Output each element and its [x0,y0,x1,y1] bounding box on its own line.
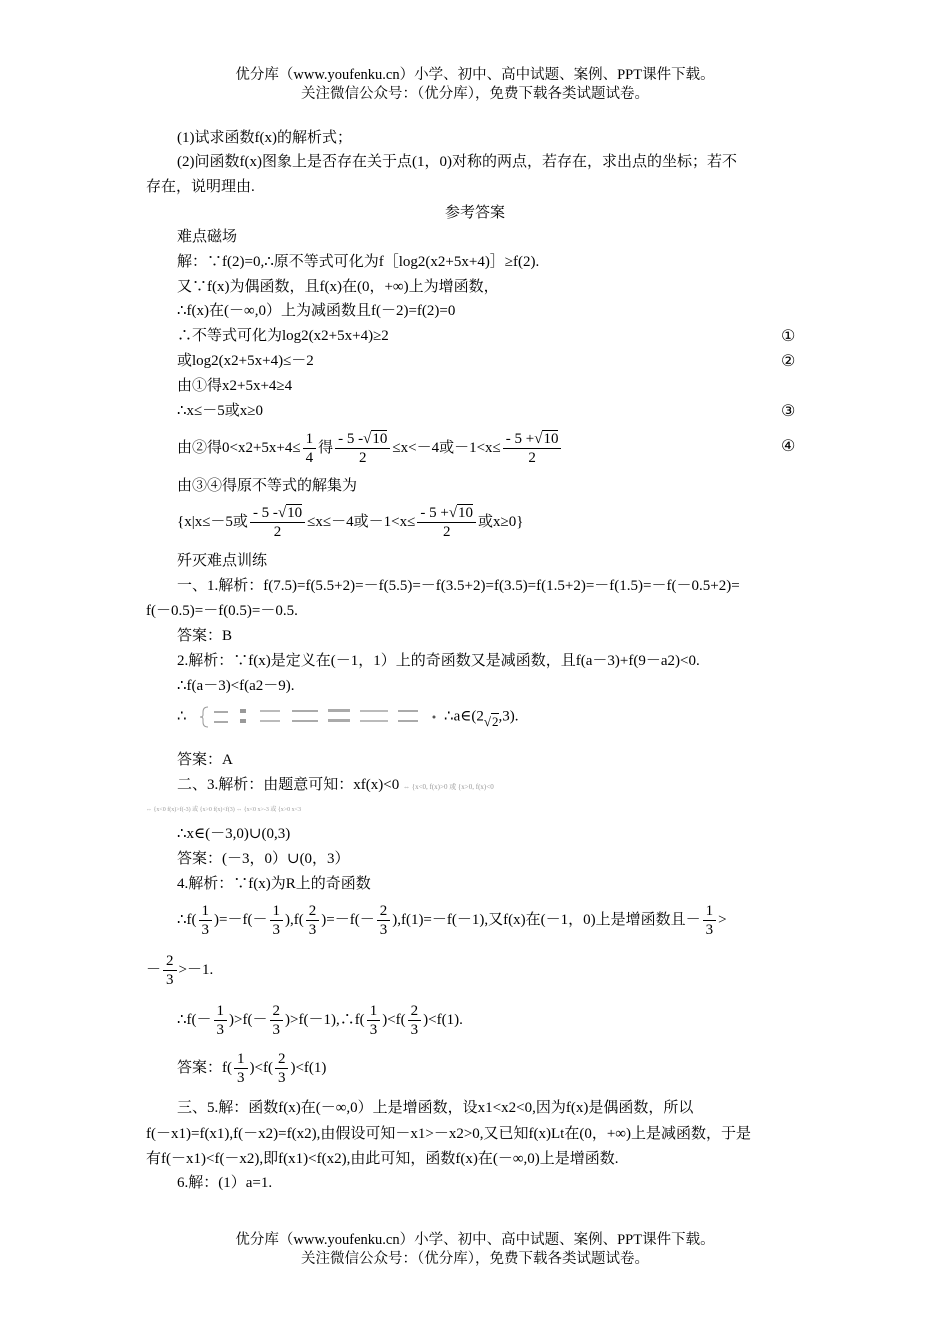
fraction-neg5-plus-root10: $\frac{- 5 +√10}{2}$ [503,430,562,467]
line-10-end: 或x≥0} [478,514,524,530]
problem-3-result: ∴x∈(－3,0)∪(0,3) [177,826,291,842]
answer-3: 答案：(－3，0）∪(0，3） [177,851,350,867]
problem-6-line: 6.解：(1）a=1. [177,1175,273,1191]
footer-line-2: 关注微信公众号：（优分库），免费下载各类试题试卷。 [301,1251,649,1267]
answer-1: 答案：B [177,628,233,644]
problem-2-result: ∴a∈(2 [444,708,484,725]
fraction-2-3: $\frac{2}{3}$ [377,902,391,939]
fraction-2-3: $\frac{2}{3}$ [306,902,320,939]
fraction-1-3: $\frac{1}{3}$ [703,902,717,939]
nandian-line-7: ∴x≤－5或x≥0 [177,403,264,419]
nandian-line-8 [177,428,563,468]
fraction-2-3: $\frac{2}{3}$ [275,1050,289,1087]
mark-1: ① [781,328,796,345]
problem-4-line-a: 4.解析：∵f(x)为R上的奇函数 [177,876,371,892]
nandian-line-9: 由③④得原不等式的解集为 [177,478,358,494]
problem-1-line-a: 一、1.解析：f(7.5)=f(5.5+2)=－f(5.5)=－f(3.5+2)=f(3.5)=f(1.5+2)=－f(1.5)=－f(－0.5+2)= [177,578,740,594]
nandian-line-4: ∴不等式可化为log2(x2+5x+4)≥2 [177,328,389,344]
section-title: 参考答案 [444,205,505,221]
question-2-cont: 存在，说明理由. [146,179,255,195]
fraction-2-3: $\frac{2}{3}$ [270,1002,284,1039]
blurred-inequality-system [200,703,440,731]
problem-3-small-system-2: ⇔ {x<0 f(x)>f(-3) 或 {x>0 f(x)<f(3) ⇔ {x<0 x>-3 或 {x>0 x<3 [146,807,302,813]
fraction-1-4: $\frac{1}{4}$ [303,430,317,467]
fraction-neg5-minus-root10: $\frac{- 5 -√10}{2}$ [335,430,390,467]
line-10-prefix: {x|x≤－5或 [177,514,248,530]
mark-3: ③ [781,403,796,420]
nandian-line-2: 又∵f(x)为偶函数，且f(x)在(0，+∞)上为增函数， [177,279,499,295]
answer-2: 答案：A [177,752,233,768]
problem-2-line-c: ∴ ∴a∈(2√2,3). [177,703,519,731]
problem-2-line-a: 2.解析：∵f(x)是定义在(－1，1）上的奇函数又是减函数，且f(a－3)+f(9－a2)<0. [177,653,700,669]
nandian-line-1: 解：∵f(2)=0,∴原不等式可化为f［log2(x2+5x+4)］≥f(2). [177,254,540,270]
problem-5-line-c: 有f(－x1)<f(－x2),即f(x1)<f(x2),由此可知，函数f(x)在(－∞,0)上是增函数. [146,1151,619,1167]
question-1: (1)试求函数f(x)的解析式； [177,130,352,146]
problem-3-text: 二、3.解析：由题意可知：xf(x)<0 [177,777,400,793]
fraction-2-3: $\frac{2}{3}$ [163,952,177,989]
therefore-symbol: ∴ [177,708,187,725]
problem-5-line-a: 三、5.解：函数f(x)在(－∞,0）上是增函数，设x1<x2<0,因为f(x)是偶函数，所以 [177,1100,694,1116]
fraction-1-3: $\frac{1}{3}$ [367,1002,381,1039]
fraction-neg5-plus-root10-b: $\frac{- 5 +√10}{2}$ [417,504,476,541]
fraction-1-3: $\frac{1}{3}$ [270,902,284,939]
nandian-line-5: 或log2(x2+5x+4)≤－2 [177,353,314,369]
jianmie-title: 歼灭难点训练 [177,553,268,569]
header-line-2: 关注微信公众号：（优分库），免费下载各类试题试卷。 [301,86,649,102]
header-line-1: 优分库（www.youfenku.cn）小学、初中、高中试题、案例、PPT课件下载。 [235,67,715,83]
answer-4: 答案：f( $\frac{1}{3}$ )<f( $\frac{2}{3}$ )<f(1) [177,1051,327,1087]
problem-4-line-b: ∴f( $\frac{1}{3}$ )=－f(－ $\frac{1}{3}$ ),f( $\frac{2}{3}$ )=－f(－ $\frac{2}{3}$ ),f(1)=－f(－1),又f(x)在(－1，0)上是增函数且－ $\frac{1}{3}$ > [177,903,727,939]
mark-4: ④ [781,438,796,455]
fraction-1-3: $\frac{1}{3}$ [214,1002,228,1039]
problem-1-line-b: f(－0.5)=－f(0.5)=－0.5. [146,603,298,619]
fraction-1-3: $\frac{1}{3}$ [234,1050,248,1087]
footer-line-1: 优分库（www.youfenku.cn）小学、初中、高中试题、案例、PPT课件下载。 [235,1232,715,1248]
line-8-prefix: 由②得0<x2+5x+4≤ [177,440,301,456]
problem-3-small-system: ⇔ {x<0, f(x)>0 或 {x>0, f(x)<0 [402,783,494,791]
line-8-mid: 得 [318,440,334,456]
problem-3-line [177,775,494,797]
nandian-line-6: 由①得x2+5x+4≥4 [177,378,293,394]
fraction-neg5-minus-root10-b: $\frac{- 5 -√10}{2}$ [250,504,305,541]
nandian-title: 难点磁场 [177,229,238,245]
root-2: 2 [492,714,499,730]
question-2: (2)问函数f(x)图象上是否存在关于点(1，0)对称的两点，若存在，求出点的坐标；若不 [177,154,737,170]
problem-4-line-d: ∴f(－ $\frac{1}{3}$ )>f(－ $\frac{2}{3}$ )>f(－1),∴f( $\frac{1}{3}$ )<f( $\frac{2}{3}$ )<f(1). [177,1003,463,1039]
problem-2-result-end: ,3). [498,708,519,725]
problem-4-line-c: － $\frac{2}{3}$ >－1. [146,953,214,989]
nandian-line-3: ∴f(x)在(－∞,0）上为减函数且f(－2)=f(2)=0 [177,303,456,319]
mark-2: ② [781,353,796,370]
fraction-2-3: $\frac{2}{3}$ [408,1002,422,1039]
problem-5-line-b: f(－x1)=f(x1),f(－x2)=f(x2),由假设可知－x1>－x2>0,又已知f(x)Lt在(0，+∞)上是减函数，于是 [146,1126,751,1142]
nandian-line-10 [177,502,523,542]
line-10-mid: ≤x≤－4或－1<x≤ [307,514,416,530]
problem-2-line-b: ∴f(a－3)<f(a2－9). [177,678,295,694]
fraction-1-3: $\frac{1}{3}$ [199,902,213,939]
line-8-mid2: ≤x<－4或－1<x≤ [392,440,501,456]
